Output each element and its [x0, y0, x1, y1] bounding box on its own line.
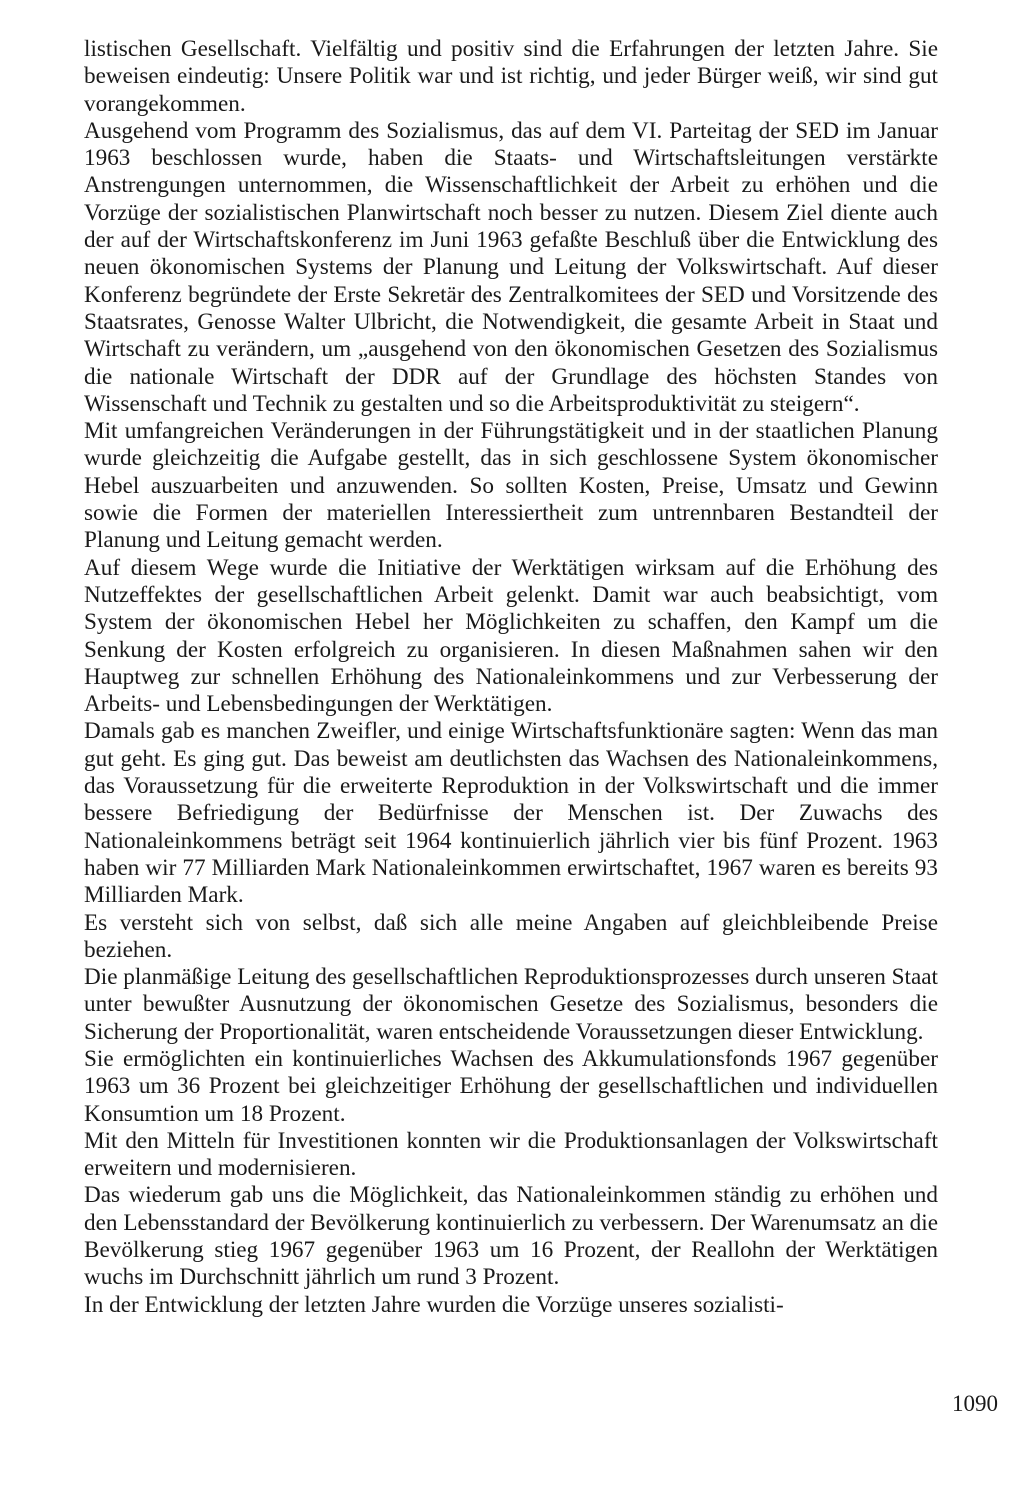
paragraph-6: Es versteht sich von selbst, daß sich alle meine Angaben auf gleichbleibende Preise beziehen. — [84, 909, 938, 963]
paragraph-2: Ausgehend vom Programm des Sozialismus, das auf dem VI. Parteitag der SED im Januar 1963 beschlossen wurde, haben die Staats- und Wirtschaftsleitungen verstärkte Anstrengungen unternommen, die Wissenschaftlichkeit der Arbeit zu erhöhen und die Vorzüge der sozialistischen Planwirtschaft noch besser zu nutzen. Diesem Ziel diente auch der auf der Wirtschaftskonferenz im Juni 1963 gefaßte Beschluß über die Entwicklung des neuen ökonomischen Systems der Planung und Leitung der Volkswirtschaft. Auf dieser Konferenz begründete der Erste Sekretär des Zentralkomitees der SED und Vorsitzende des Staatsrates, Genosse Walter Ulbricht, die Notwendigkeit, die gesamte Arbeit in Staat und Wirtschaft zu verändern, um „ausgehend von den ökonomischen Gesetzen des Sozialismus die nationale Wirtschaft der DDR auf der Grundlage des höchsten Standes von Wissenschaft und Technik zu gestalten und so die Arbeitsproduktivität zu steigern“. — [84, 117, 938, 417]
paragraph-3: Mit umfangreichen Veränderungen in der Führungstätigkeit und in der staatlichen Planung wurde gleichzeitig die Aufgabe gestellt, das in sich geschlossene System ökonomischer Hebel auszuarbeiten und anzuwenden. So sollten Kosten, Preise, Umsatz und Gewinn sowie die Formen der materiellen Interessiertheit zum untrennbaren Bestandteil der Planung und Leitung gemacht werden. — [84, 418, 938, 554]
paragraph-4: Auf diesem Wege wurde die Initiative der Werktätigen wirksam auf die Erhöhung des Nutzeffektes der gesellschaftlichen Arbeit gelenkt. Damit war auch beabsichtigt, vom System der ökonomischen Hebel her Möglichkeiten zu schaffen, den Kampf um die Senkung der Kosten erfolgreich zu organisieren. In diesen Maßnahmen sahen wir den Hauptweg zur schnellen Erhöhung des Nationaleinkommens und zur Verbesserung der Arbeits- und Lebensbedingungen der Werktätigen. — [84, 554, 938, 718]
document-page — [84, 36, 938, 1319]
page-number: 1090 — [952, 1391, 998, 1416]
paragraph-9: Mit den Mitteln für Investitionen konnten wir die Produktionsanlagen der Volkswirtschaft erweitern und modernisieren. — [84, 1127, 938, 1182]
paragraph-5: Damals gab es manchen Zweifler, und einige Wirtschaftsfunktionäre sagten: Wenn das man gut geht. Es ging gut. Das beweist am deutlichsten das Wachsen des Nationaleinkommens, das Voraussetzung für die erweiterte Reproduktion in der Volkswirtschaft und die immer bessere Befriedigung der Bedürfnisse der Menschen ist. Der Zuwachs des Nationaleinkommens beträgt seit 1964 kontinuierlich jährlich vier bis fünf Prozent. 1963 haben wir 77 Milliarden Mark Nationaleinkommen erwirtschaftet, 1967 waren es bereits 93 Milliarden Mark. — [84, 718, 938, 909]
paragraph-8: Sie ermöglichten ein kontinuierliches Wachsen des Akkumulationsfonds 1967 gegenüber 1963 um 36 Prozent bei gleichzeitiger Erhöhung der gesellschaftlichen und individuellen Konsumtion um 18 Prozent. — [84, 1045, 938, 1127]
paragraph-1: listischen Gesellschaft. Vielfältig und positiv sind die Erfahrungen der letzten Jahre. Sie beweisen eindeutig: Unsere Politik war und ist richtig, und jeder Bürger weiß, wir sind gut vorangekommen. — [84, 36, 938, 117]
paragraph-10: Das wiederum gab uns die Möglichkeit, das Nationaleinkommen ständig zu erhöhen und den Lebensstandard der Bevölkerung kontinuierlich zu verbessern. Der Warenumsatz an die Bevölkerung stieg 1967 gegenüber 1963 um 16 Prozent, der Reallohn der Werktätigen wuchs im Durchschnitt jährlich um rund 3 Prozent. — [84, 1182, 938, 1291]
paragraph-11: In der Entwicklung der letzten Jahre wurden die Vorzüge unseres sozialisti- — [84, 1291, 784, 1318]
paragraph-7: Die planmäßige Leitung des gesellschaftlichen Reproduktionsprozesses durch unseren Staat unter bewußter Ausnutzung der ökonomischen Gesetze des Sozialismus, besonders die Sicherung der Proportionalität, waren entscheidende Voraussetzungen dieser Entwicklung. — [84, 964, 938, 1045]
